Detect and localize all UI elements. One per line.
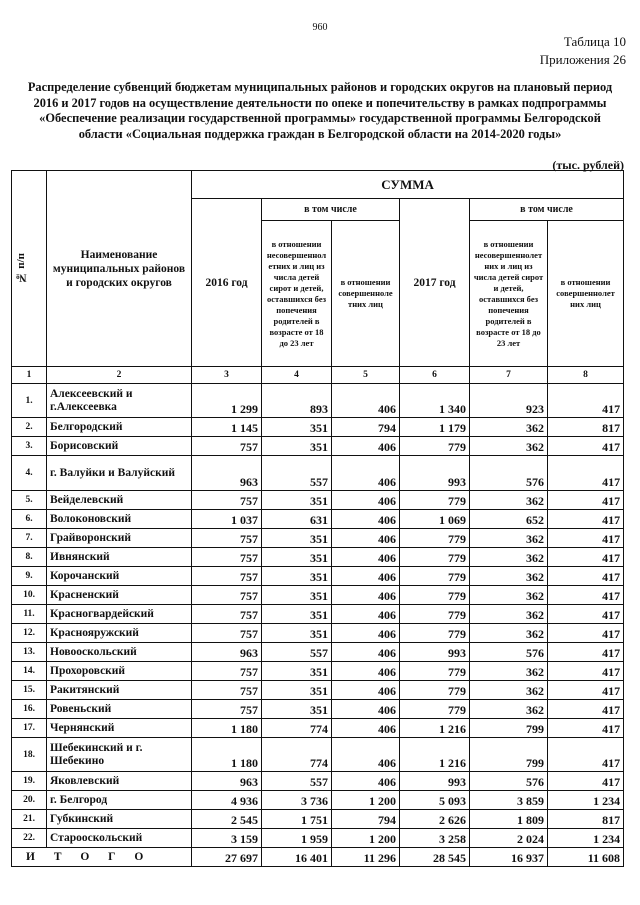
amount-cell: 351 bbox=[262, 700, 332, 719]
district-name: Белгородский bbox=[47, 418, 192, 437]
amount-cell: 779 bbox=[400, 529, 470, 548]
amount-cell: 417 bbox=[548, 681, 624, 700]
amount-cell: 351 bbox=[262, 491, 332, 510]
amount-cell: 993 bbox=[400, 456, 470, 491]
amount-cell: 406 bbox=[332, 662, 400, 681]
amount-cell: 1 234 bbox=[548, 829, 624, 848]
header-orphans-2017: в отношении несовершеннолет них и лиц из числа детей сирот и детей, оставшихся без попечения родителей в возрасте от 18 до 23 лет bbox=[470, 221, 548, 367]
col-index: 1 bbox=[12, 367, 47, 384]
amount-cell: 406 bbox=[332, 437, 400, 456]
header-adults-2016: в отношении совершенноле тних лиц bbox=[332, 221, 400, 367]
amount-cell: 406 bbox=[332, 384, 400, 418]
table-row bbox=[12, 643, 624, 662]
document-title: Распределение субвенций бюджетам муниципальных районов и городских округов на плановый период 2016 и 2017 годов на осуществление деятельности по опеке и попечительству в рамках подпрограммы «Обеспечение реализации государственной программы» государственной программы Белгородской области «Социальная поддержка граждан в Белгородской области на 2014-2020 годы» bbox=[27, 80, 613, 141]
amount-cell: 362 bbox=[470, 418, 548, 437]
amount-cell: 779 bbox=[400, 491, 470, 510]
total-amount-cell: 16 937 bbox=[470, 848, 548, 867]
row-number: 2. bbox=[12, 418, 47, 437]
amount-cell: 757 bbox=[192, 681, 262, 700]
amount-cell: 774 bbox=[262, 719, 332, 738]
district-name: Ровеньский bbox=[47, 700, 192, 719]
amount-cell: 557 bbox=[262, 643, 332, 662]
amount-cell: 794 bbox=[332, 810, 400, 829]
amount-cell: 406 bbox=[332, 456, 400, 491]
amount-cell: 1 959 bbox=[262, 829, 332, 848]
amount-cell: 779 bbox=[400, 681, 470, 700]
row-number: 19. bbox=[12, 772, 47, 791]
district-name: Яковлевский bbox=[47, 772, 192, 791]
amount-cell: 362 bbox=[470, 529, 548, 548]
col-index: 7 bbox=[470, 367, 548, 384]
district-name: Чернянский bbox=[47, 719, 192, 738]
total-amount-cell: 16 401 bbox=[262, 848, 332, 867]
table-row bbox=[12, 491, 624, 510]
amount-cell: 757 bbox=[192, 624, 262, 643]
amount-cell: 406 bbox=[332, 738, 400, 772]
amount-cell: 406 bbox=[332, 700, 400, 719]
table-row bbox=[12, 829, 624, 848]
amount-cell: 779 bbox=[400, 700, 470, 719]
amount-cell: 4 936 bbox=[192, 791, 262, 810]
amount-cell: 757 bbox=[192, 605, 262, 624]
amount-cell: 2 024 bbox=[470, 829, 548, 848]
amount-cell: 406 bbox=[332, 772, 400, 791]
table-label: Таблица 10 bbox=[563, 34, 626, 49]
amount-cell: 417 bbox=[548, 643, 624, 662]
amount-cell: 923 bbox=[470, 384, 548, 418]
row-number: 1. bbox=[12, 384, 47, 418]
district-name: Краснояружский bbox=[47, 624, 192, 643]
table-row bbox=[12, 529, 624, 548]
amount-cell: 757 bbox=[192, 586, 262, 605]
district-name: Ракитянский bbox=[47, 681, 192, 700]
amount-cell: 1 234 bbox=[548, 791, 624, 810]
col-index: 4 bbox=[262, 367, 332, 384]
amount-cell: 351 bbox=[262, 418, 332, 437]
amount-cell: 779 bbox=[400, 662, 470, 681]
header-adults-2017: в отношении совершеннолет них лиц bbox=[548, 221, 624, 367]
table-row bbox=[12, 567, 624, 586]
row-number: 11. bbox=[12, 605, 47, 624]
header-2017: 2017 год bbox=[400, 199, 470, 367]
row-number: 21. bbox=[12, 810, 47, 829]
amount-cell: 1 180 bbox=[192, 719, 262, 738]
row-number: 16. bbox=[12, 700, 47, 719]
amount-cell: 1 037 bbox=[192, 510, 262, 529]
table-row bbox=[12, 510, 624, 529]
amount-cell: 757 bbox=[192, 548, 262, 567]
amount-cell: 417 bbox=[548, 662, 624, 681]
row-number: 10. bbox=[12, 586, 47, 605]
amount-cell: 362 bbox=[470, 662, 548, 681]
amount-cell: 406 bbox=[332, 491, 400, 510]
row-number: 17. bbox=[12, 719, 47, 738]
amount-cell: 417 bbox=[548, 529, 624, 548]
amount-cell: 406 bbox=[332, 586, 400, 605]
row-number: 14. bbox=[12, 662, 47, 681]
table-row bbox=[12, 437, 624, 456]
amount-cell: 417 bbox=[548, 605, 624, 624]
amount-cell: 1 340 bbox=[400, 384, 470, 418]
amount-cell: 362 bbox=[470, 586, 548, 605]
table-row bbox=[12, 456, 624, 491]
amount-cell: 1 179 bbox=[400, 418, 470, 437]
amount-cell: 406 bbox=[332, 548, 400, 567]
total-amount-cell: 11 608 bbox=[548, 848, 624, 867]
col-index: 6 bbox=[400, 367, 470, 384]
row-number: 22. bbox=[12, 829, 47, 848]
district-name: Волоконовский bbox=[47, 510, 192, 529]
amount-cell: 351 bbox=[262, 437, 332, 456]
table-row bbox=[12, 772, 624, 791]
amount-cell: 799 bbox=[470, 719, 548, 738]
row-number: 6. bbox=[12, 510, 47, 529]
district-name: г. Валуйки и Валуйский bbox=[47, 456, 192, 491]
amount-cell: 417 bbox=[548, 586, 624, 605]
amount-cell: 779 bbox=[400, 624, 470, 643]
amount-cell: 417 bbox=[548, 491, 624, 510]
amount-cell: 1 069 bbox=[400, 510, 470, 529]
district-name: Красненский bbox=[47, 586, 192, 605]
row-number: 8. bbox=[12, 548, 47, 567]
table-row bbox=[12, 810, 624, 829]
amount-cell: 799 bbox=[470, 738, 548, 772]
page-number: 960 bbox=[312, 22, 328, 33]
amount-cell: 406 bbox=[332, 529, 400, 548]
amount-cell: 406 bbox=[332, 624, 400, 643]
header-orphans-2016: в отношении несовершеннол етних и лиц из числа детей сирот и детей, оставшихся без попечения родителей в возрасте от 18 до 23 лет bbox=[262, 221, 332, 367]
amount-cell: 406 bbox=[332, 510, 400, 529]
district-name: Ивнянский bbox=[47, 548, 192, 567]
amount-cell: 576 bbox=[470, 456, 548, 491]
amount-cell: 893 bbox=[262, 384, 332, 418]
row-number: 5. bbox=[12, 491, 47, 510]
amount-cell: 1 216 bbox=[400, 738, 470, 772]
total-amount-cell: 11 296 bbox=[332, 848, 400, 867]
amount-cell: 757 bbox=[192, 662, 262, 681]
amount-cell: 417 bbox=[548, 567, 624, 586]
amount-cell: 362 bbox=[470, 700, 548, 719]
column-index-row bbox=[12, 367, 624, 384]
amount-cell: 3 258 bbox=[400, 829, 470, 848]
amount-cell: 963 bbox=[192, 772, 262, 791]
col-index: 2 bbox=[47, 367, 192, 384]
appendix-label: Приложения 26 bbox=[539, 52, 626, 67]
amount-cell: 779 bbox=[400, 586, 470, 605]
table-row bbox=[12, 418, 624, 437]
row-number: 7. bbox=[12, 529, 47, 548]
table-row bbox=[12, 548, 624, 567]
amount-cell: 362 bbox=[470, 437, 548, 456]
table-row bbox=[12, 624, 624, 643]
amount-cell: 1 180 bbox=[192, 738, 262, 772]
amount-cell: 417 bbox=[548, 510, 624, 529]
col-index: 5 bbox=[332, 367, 400, 384]
total-label: И Т О Г О bbox=[12, 848, 192, 867]
amount-cell: 757 bbox=[192, 700, 262, 719]
district-name: Корочанский bbox=[47, 567, 192, 586]
amount-cell: 417 bbox=[548, 772, 624, 791]
header-sum: СУММА bbox=[192, 171, 624, 199]
units-label: (тыс. рублей) bbox=[552, 158, 624, 172]
amount-cell: 557 bbox=[262, 456, 332, 491]
amount-cell: 417 bbox=[548, 384, 624, 418]
amount-cell: 757 bbox=[192, 529, 262, 548]
header-num: № п/п bbox=[12, 171, 47, 367]
amount-cell: 817 bbox=[548, 418, 624, 437]
amount-cell: 779 bbox=[400, 567, 470, 586]
amount-cell: 351 bbox=[262, 624, 332, 643]
amount-cell: 963 bbox=[192, 456, 262, 491]
table-row bbox=[12, 791, 624, 810]
table-row bbox=[12, 681, 624, 700]
row-number: 12. bbox=[12, 624, 47, 643]
header-2016: 2016 год bbox=[192, 199, 262, 367]
amount-cell: 417 bbox=[548, 624, 624, 643]
district-name: Новооскольский bbox=[47, 643, 192, 662]
amount-cell: 2 626 bbox=[400, 810, 470, 829]
amount-cell: 557 bbox=[262, 772, 332, 791]
amount-cell: 362 bbox=[470, 567, 548, 586]
amount-cell: 417 bbox=[548, 456, 624, 491]
amount-cell: 417 bbox=[548, 719, 624, 738]
amount-cell: 652 bbox=[470, 510, 548, 529]
amount-cell: 1 751 bbox=[262, 810, 332, 829]
table-row bbox=[12, 738, 624, 772]
amount-cell: 3 859 bbox=[470, 791, 548, 810]
amount-cell: 406 bbox=[332, 643, 400, 662]
table-row bbox=[12, 662, 624, 681]
district-name: Грайворонский bbox=[47, 529, 192, 548]
table-row bbox=[12, 719, 624, 738]
table-row bbox=[12, 384, 624, 418]
amount-cell: 417 bbox=[548, 437, 624, 456]
amount-cell: 1 145 bbox=[192, 418, 262, 437]
amount-cell: 417 bbox=[548, 548, 624, 567]
amount-cell: 779 bbox=[400, 605, 470, 624]
amount-cell: 362 bbox=[470, 605, 548, 624]
table-row bbox=[12, 586, 624, 605]
amount-cell: 779 bbox=[400, 548, 470, 567]
row-number: 20. bbox=[12, 791, 47, 810]
amount-cell: 1 299 bbox=[192, 384, 262, 418]
district-name: Борисовский bbox=[47, 437, 192, 456]
amount-cell: 406 bbox=[332, 605, 400, 624]
amount-cell: 576 bbox=[470, 772, 548, 791]
header-name: Наименование муниципальных районов и городских округов bbox=[47, 171, 192, 367]
row-number: 3. bbox=[12, 437, 47, 456]
row-number: 15. bbox=[12, 681, 47, 700]
header-incl-2016: в том числе bbox=[262, 199, 400, 221]
row-number: 4. bbox=[12, 456, 47, 491]
amount-cell: 351 bbox=[262, 681, 332, 700]
district-name: г. Белгород bbox=[47, 791, 192, 810]
col-index: 8 bbox=[548, 367, 624, 384]
amount-cell: 576 bbox=[470, 643, 548, 662]
amount-cell: 774 bbox=[262, 738, 332, 772]
district-name: Губкинский bbox=[47, 810, 192, 829]
district-name: Прохоровский bbox=[47, 662, 192, 681]
total-row bbox=[12, 848, 624, 867]
amount-cell: 631 bbox=[262, 510, 332, 529]
amount-cell: 351 bbox=[262, 529, 332, 548]
district-name: Шебекинский и г. Шебекино bbox=[47, 738, 192, 772]
amount-cell: 817 bbox=[548, 810, 624, 829]
amount-cell: 406 bbox=[332, 719, 400, 738]
district-name: Красногвардейский bbox=[47, 605, 192, 624]
amount-cell: 757 bbox=[192, 567, 262, 586]
district-name: Старооскольский bbox=[47, 829, 192, 848]
row-number: 13. bbox=[12, 643, 47, 662]
table-row bbox=[12, 700, 624, 719]
amount-cell: 351 bbox=[262, 548, 332, 567]
district-name: Алексеевский и г.Алексеевка bbox=[47, 384, 192, 418]
table-row bbox=[12, 605, 624, 624]
amount-cell: 1 200 bbox=[332, 791, 400, 810]
header-incl-2017: в том числе bbox=[470, 199, 624, 221]
amount-cell: 3 159 bbox=[192, 829, 262, 848]
amount-cell: 417 bbox=[548, 738, 624, 772]
amount-cell: 993 bbox=[400, 772, 470, 791]
amount-cell: 1 216 bbox=[400, 719, 470, 738]
amount-cell: 779 bbox=[400, 437, 470, 456]
amount-cell: 362 bbox=[470, 491, 548, 510]
amount-cell: 757 bbox=[192, 437, 262, 456]
district-name: Вейделевский bbox=[47, 491, 192, 510]
amount-cell: 993 bbox=[400, 643, 470, 662]
amount-cell: 1 809 bbox=[470, 810, 548, 829]
amount-cell: 5 093 bbox=[400, 791, 470, 810]
amount-cell: 362 bbox=[470, 681, 548, 700]
row-number: 18. bbox=[12, 738, 47, 772]
amount-cell: 362 bbox=[470, 548, 548, 567]
total-amount-cell: 27 697 bbox=[192, 848, 262, 867]
amount-cell: 351 bbox=[262, 586, 332, 605]
amount-cell: 963 bbox=[192, 643, 262, 662]
amount-cell: 362 bbox=[470, 624, 548, 643]
amount-cell: 1 200 bbox=[332, 829, 400, 848]
amount-cell: 757 bbox=[192, 491, 262, 510]
amount-cell: 417 bbox=[548, 700, 624, 719]
subvention-table bbox=[11, 170, 624, 867]
amount-cell: 2 545 bbox=[192, 810, 262, 829]
amount-cell: 351 bbox=[262, 662, 332, 681]
amount-cell: 351 bbox=[262, 567, 332, 586]
col-index: 3 bbox=[192, 367, 262, 384]
amount-cell: 3 736 bbox=[262, 791, 332, 810]
amount-cell: 351 bbox=[262, 605, 332, 624]
total-amount-cell: 28 545 bbox=[400, 848, 470, 867]
amount-cell: 794 bbox=[332, 418, 400, 437]
amount-cell: 406 bbox=[332, 567, 400, 586]
row-number: 9. bbox=[12, 567, 47, 586]
amount-cell: 406 bbox=[332, 681, 400, 700]
